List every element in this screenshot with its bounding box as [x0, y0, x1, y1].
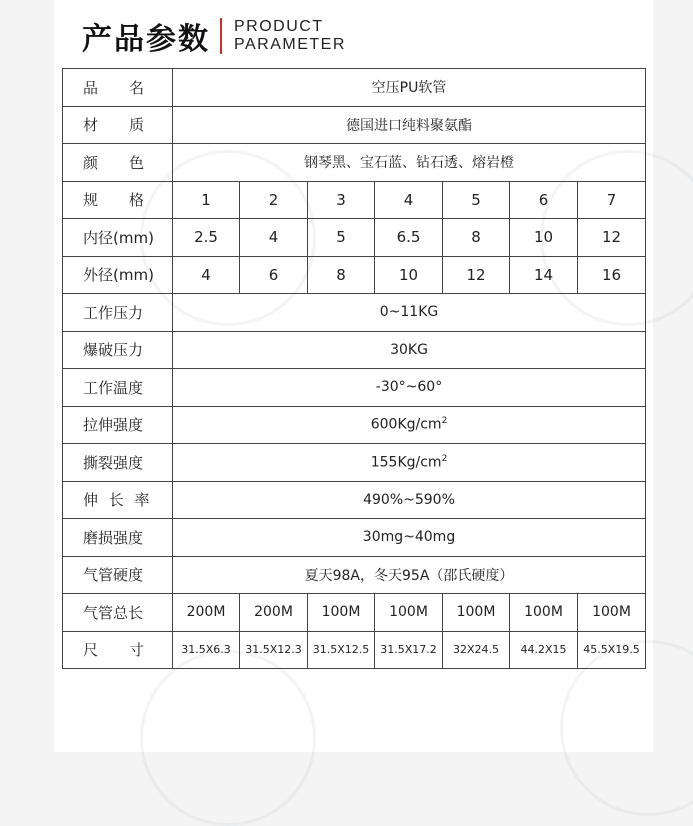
row-label: 品 名	[63, 69, 173, 107]
table-cell: 5	[443, 181, 510, 219]
row-value: -30°~60°	[173, 369, 646, 407]
table-cell: 100M	[375, 594, 443, 632]
row-label: 颜 色	[63, 144, 173, 182]
row-value: 30mg~40mg	[173, 519, 646, 557]
table-cell: 5	[308, 219, 375, 257]
table-cell: 4	[375, 181, 443, 219]
row-value: 德国进口纯料聚氨酯	[173, 106, 646, 144]
table-row-hardness	[63, 556, 646, 594]
table-cell: 200M	[173, 594, 240, 632]
row-label: 外径(mm)	[63, 256, 173, 294]
table-cell: 10	[375, 256, 443, 294]
row-label: 尺 寸	[63, 631, 173, 669]
table-row-elongation	[63, 481, 646, 519]
row-value: 空压PU软管	[173, 69, 646, 107]
table-row-abrasion	[63, 519, 646, 557]
table-row-outer-diameter	[63, 256, 646, 294]
table-cell: 31.5X6.3	[173, 631, 240, 669]
row-label: 撕裂强度	[63, 444, 173, 482]
table-cell: 12	[443, 256, 510, 294]
table-cell: 31.5X12.5	[308, 631, 375, 669]
table-row-size	[63, 631, 646, 669]
row-value	[173, 406, 646, 444]
row-label: 规 格	[63, 181, 173, 219]
table-cell: 6	[240, 256, 308, 294]
table-row-burst-pressure	[63, 331, 646, 369]
page-header	[82, 14, 346, 58]
row-label: 工作温度	[63, 369, 173, 407]
table-cell: 16	[578, 256, 646, 294]
value-superscript: 2	[441, 416, 448, 427]
parameter-table	[62, 68, 646, 669]
subtitle-line-1: PRODUCT	[234, 18, 324, 35]
value-text: 600Kg/cm	[370, 417, 442, 434]
row-value: 490%~590%	[173, 481, 646, 519]
row-label: 磨损强度	[63, 519, 173, 557]
table-cell: 4	[240, 219, 308, 257]
table-cell: 100M	[443, 594, 510, 632]
page-subtitle	[234, 18, 346, 54]
table-cell: 6.5	[375, 219, 443, 257]
table-row-spec	[63, 181, 646, 219]
table-cell: 12	[578, 219, 646, 257]
table-cell: 14	[510, 256, 578, 294]
table-cell: 2	[240, 181, 308, 219]
table-row-total-length	[63, 594, 646, 632]
table-cell: 8	[308, 256, 375, 294]
table-row-work-pressure	[63, 294, 646, 332]
row-label: 伸 长 率	[63, 481, 173, 519]
subtitle-line-2: PARAMETER	[234, 36, 346, 53]
table-row-material	[63, 106, 646, 144]
table-cell: 7	[578, 181, 646, 219]
table-cell: 6	[510, 181, 578, 219]
table-cell: 3	[308, 181, 375, 219]
table-row-tensile-strength	[63, 406, 646, 444]
row-label: 拉伸强度	[63, 406, 173, 444]
table-cell: 45.5X19.5	[578, 631, 646, 669]
row-label: 爆破压力	[63, 331, 173, 369]
value-text: 155Kg/cm	[370, 454, 442, 471]
parameter-table-wrapper	[62, 68, 645, 669]
table-cell: 4	[173, 256, 240, 294]
table-row-tear-strength	[63, 444, 646, 482]
table-cell: 2.5	[173, 219, 240, 257]
table-cell: 100M	[308, 594, 375, 632]
table-cell: 44.2X15	[510, 631, 578, 669]
row-value: 30KG	[173, 331, 646, 369]
row-value: 0~11KG	[173, 294, 646, 332]
table-cell: 31.5X12.3	[240, 631, 308, 669]
table-cell: 10	[510, 219, 578, 257]
table-row-color	[63, 144, 646, 182]
table-cell: 8	[443, 219, 510, 257]
table-cell: 31.5X17.2	[375, 631, 443, 669]
table-row-name	[63, 69, 646, 107]
row-value: 夏天98A，冬天95A（邵氏硬度）	[173, 556, 646, 594]
row-label: 内径(mm)	[63, 219, 173, 257]
page-title: 产品参数	[82, 22, 210, 57]
row-label: 气管硬度	[63, 556, 173, 594]
table-cell: 200M	[240, 594, 308, 632]
row-label: 气管总长	[63, 594, 173, 632]
value-superscript: 2	[441, 453, 448, 464]
table-cell: 100M	[578, 594, 646, 632]
table-cell: 100M	[510, 594, 578, 632]
title-divider	[220, 18, 222, 54]
table-row-work-temperature	[63, 369, 646, 407]
row-value: 钢琴黑、宝石蓝、钻石透、熔岩橙	[173, 144, 646, 182]
row-label: 工作压力	[63, 294, 173, 332]
row-value	[173, 444, 646, 482]
row-label: 材 质	[63, 106, 173, 144]
table-cell: 32X24.5	[443, 631, 510, 669]
table-row-inner-diameter	[63, 219, 646, 257]
table-cell: 1	[173, 181, 240, 219]
